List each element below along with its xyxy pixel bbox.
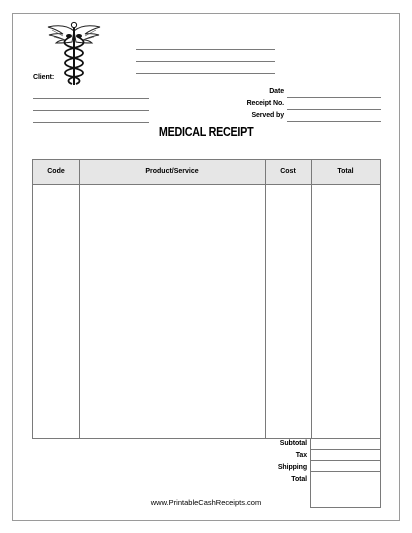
page-title: MEDICAL RECEIPT [158, 125, 254, 139]
column-header-code: Code [47, 168, 65, 175]
product-cell[interactable] [80, 184, 265, 438]
client-address-line-1[interactable] [33, 98, 149, 99]
tax-label: Tax [295, 452, 307, 459]
column-header-cost: Cost [280, 168, 296, 175]
receipt-form [12, 13, 400, 521]
total-cell[interactable] [312, 184, 380, 438]
client-label: Client: [33, 74, 55, 81]
client-line-3[interactable] [136, 73, 275, 74]
cost-cell[interactable] [266, 184, 311, 438]
column-header-product: Product/Service [145, 168, 199, 175]
subtotal-label: Subtotal [279, 440, 307, 447]
shipping-label: Shipping [277, 464, 307, 471]
client-line-2[interactable] [136, 61, 275, 62]
served-by-label: Served by [251, 112, 284, 119]
date-label: Date [269, 88, 284, 95]
client-address-line-3[interactable] [33, 122, 149, 123]
receipt-no-label: Receipt No. [246, 100, 284, 107]
footer-url[interactable]: www.PrintableCashReceipts.com [150, 498, 262, 507]
client-line-1[interactable] [136, 49, 275, 50]
served-by-field[interactable] [287, 121, 381, 122]
total-label: Total [291, 476, 307, 483]
date-field[interactable] [287, 97, 381, 98]
code-cell[interactable] [33, 184, 79, 438]
items-table [32, 159, 381, 439]
client-address-line-2[interactable] [33, 110, 149, 111]
receipt-no-field[interactable] [287, 109, 381, 110]
column-header-total: Total [337, 168, 354, 175]
